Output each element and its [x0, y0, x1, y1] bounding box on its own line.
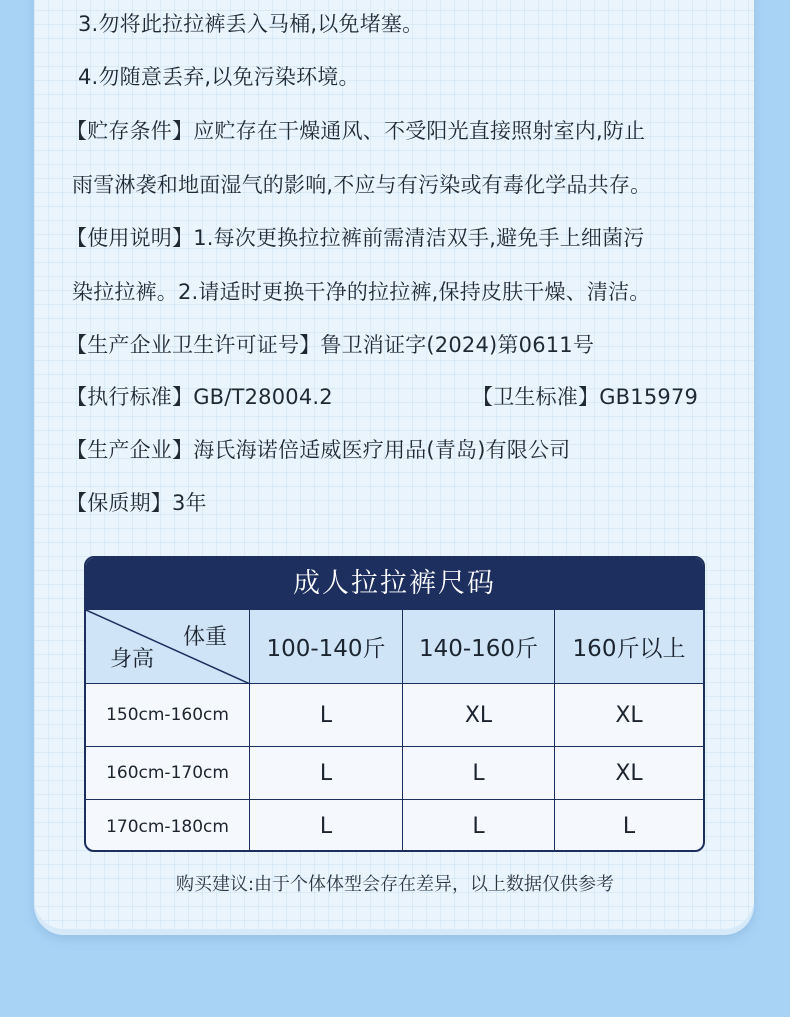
- purchase-advice-note: 购买建议:由于个体体型会存在差异，以上数据仅供参考: [175, 874, 615, 895]
- storage-conditions-line-2: 雨雪淋袭和地面湿气的影响,不应与有污染或有毒化学品共存。: [72, 173, 652, 197]
- size-cell: XL: [555, 684, 703, 747]
- weight-header-label: 体重: [182, 625, 227, 650]
- height-row-label: 160cm-170cm: [86, 747, 250, 800]
- weight-column-header: 100-140斤: [250, 610, 403, 684]
- size-cell: L: [250, 684, 403, 747]
- weight-column-header: 160斤以上: [555, 610, 703, 684]
- shelf-life-line: 【保质期】3年: [66, 491, 207, 515]
- instruction-line-3: 3.勿将此拉拉裤丢入马桶,以免堵塞。: [78, 12, 424, 36]
- size-cell: L: [250, 747, 403, 800]
- size-cell: L: [250, 800, 403, 852]
- manufacturer-line: 【生产企业】海氏海诺倍适威医疗用品(青岛)有限公司: [66, 438, 571, 462]
- corner-header-cell: [86, 610, 250, 684]
- size-cell: L: [622, 814, 636, 839]
- usage-instructions-line-1: 【使用说明】1.每次更换拉拉裤前需清洁双手,避免手上细菌污: [66, 226, 645, 250]
- height-row-label: 150cm-160cm: [86, 684, 250, 747]
- hygiene-license-line: 【生产企业卫生许可证号】鲁卫消证字(2024)第0611号: [66, 333, 595, 357]
- usage-instructions-line-2: 染拉拉裤。2.请适时更换干净的拉拉裤,保持皮肤干燥、清洁。: [72, 280, 651, 304]
- storage-conditions-line-1: 【贮存条件】应贮存在干燥通风、不受阳光直接照射室内,防止: [66, 119, 646, 143]
- size-cell: L: [403, 800, 555, 852]
- instruction-line-4: 4.勿随意丢弃,以免污染环境。: [78, 65, 360, 89]
- size-cell: L: [403, 747, 555, 800]
- execution-standard: 【执行标准】GB/T28004.2: [66, 385, 333, 409]
- size-chart-grid: [86, 610, 703, 852]
- size-cell: XL: [403, 684, 555, 747]
- height-row-label: 170cm-180cm: [86, 800, 250, 852]
- weight-column-header: 140-160斤: [403, 610, 555, 684]
- height-header-label: 身高: [110, 647, 155, 672]
- size-chart-title: 成人拉拉裤尺码: [86, 558, 703, 610]
- hygiene-standard: 【卫生标准】GB15979: [472, 385, 699, 409]
- size-chart-table: [84, 556, 705, 852]
- size-cell: XL: [555, 747, 703, 800]
